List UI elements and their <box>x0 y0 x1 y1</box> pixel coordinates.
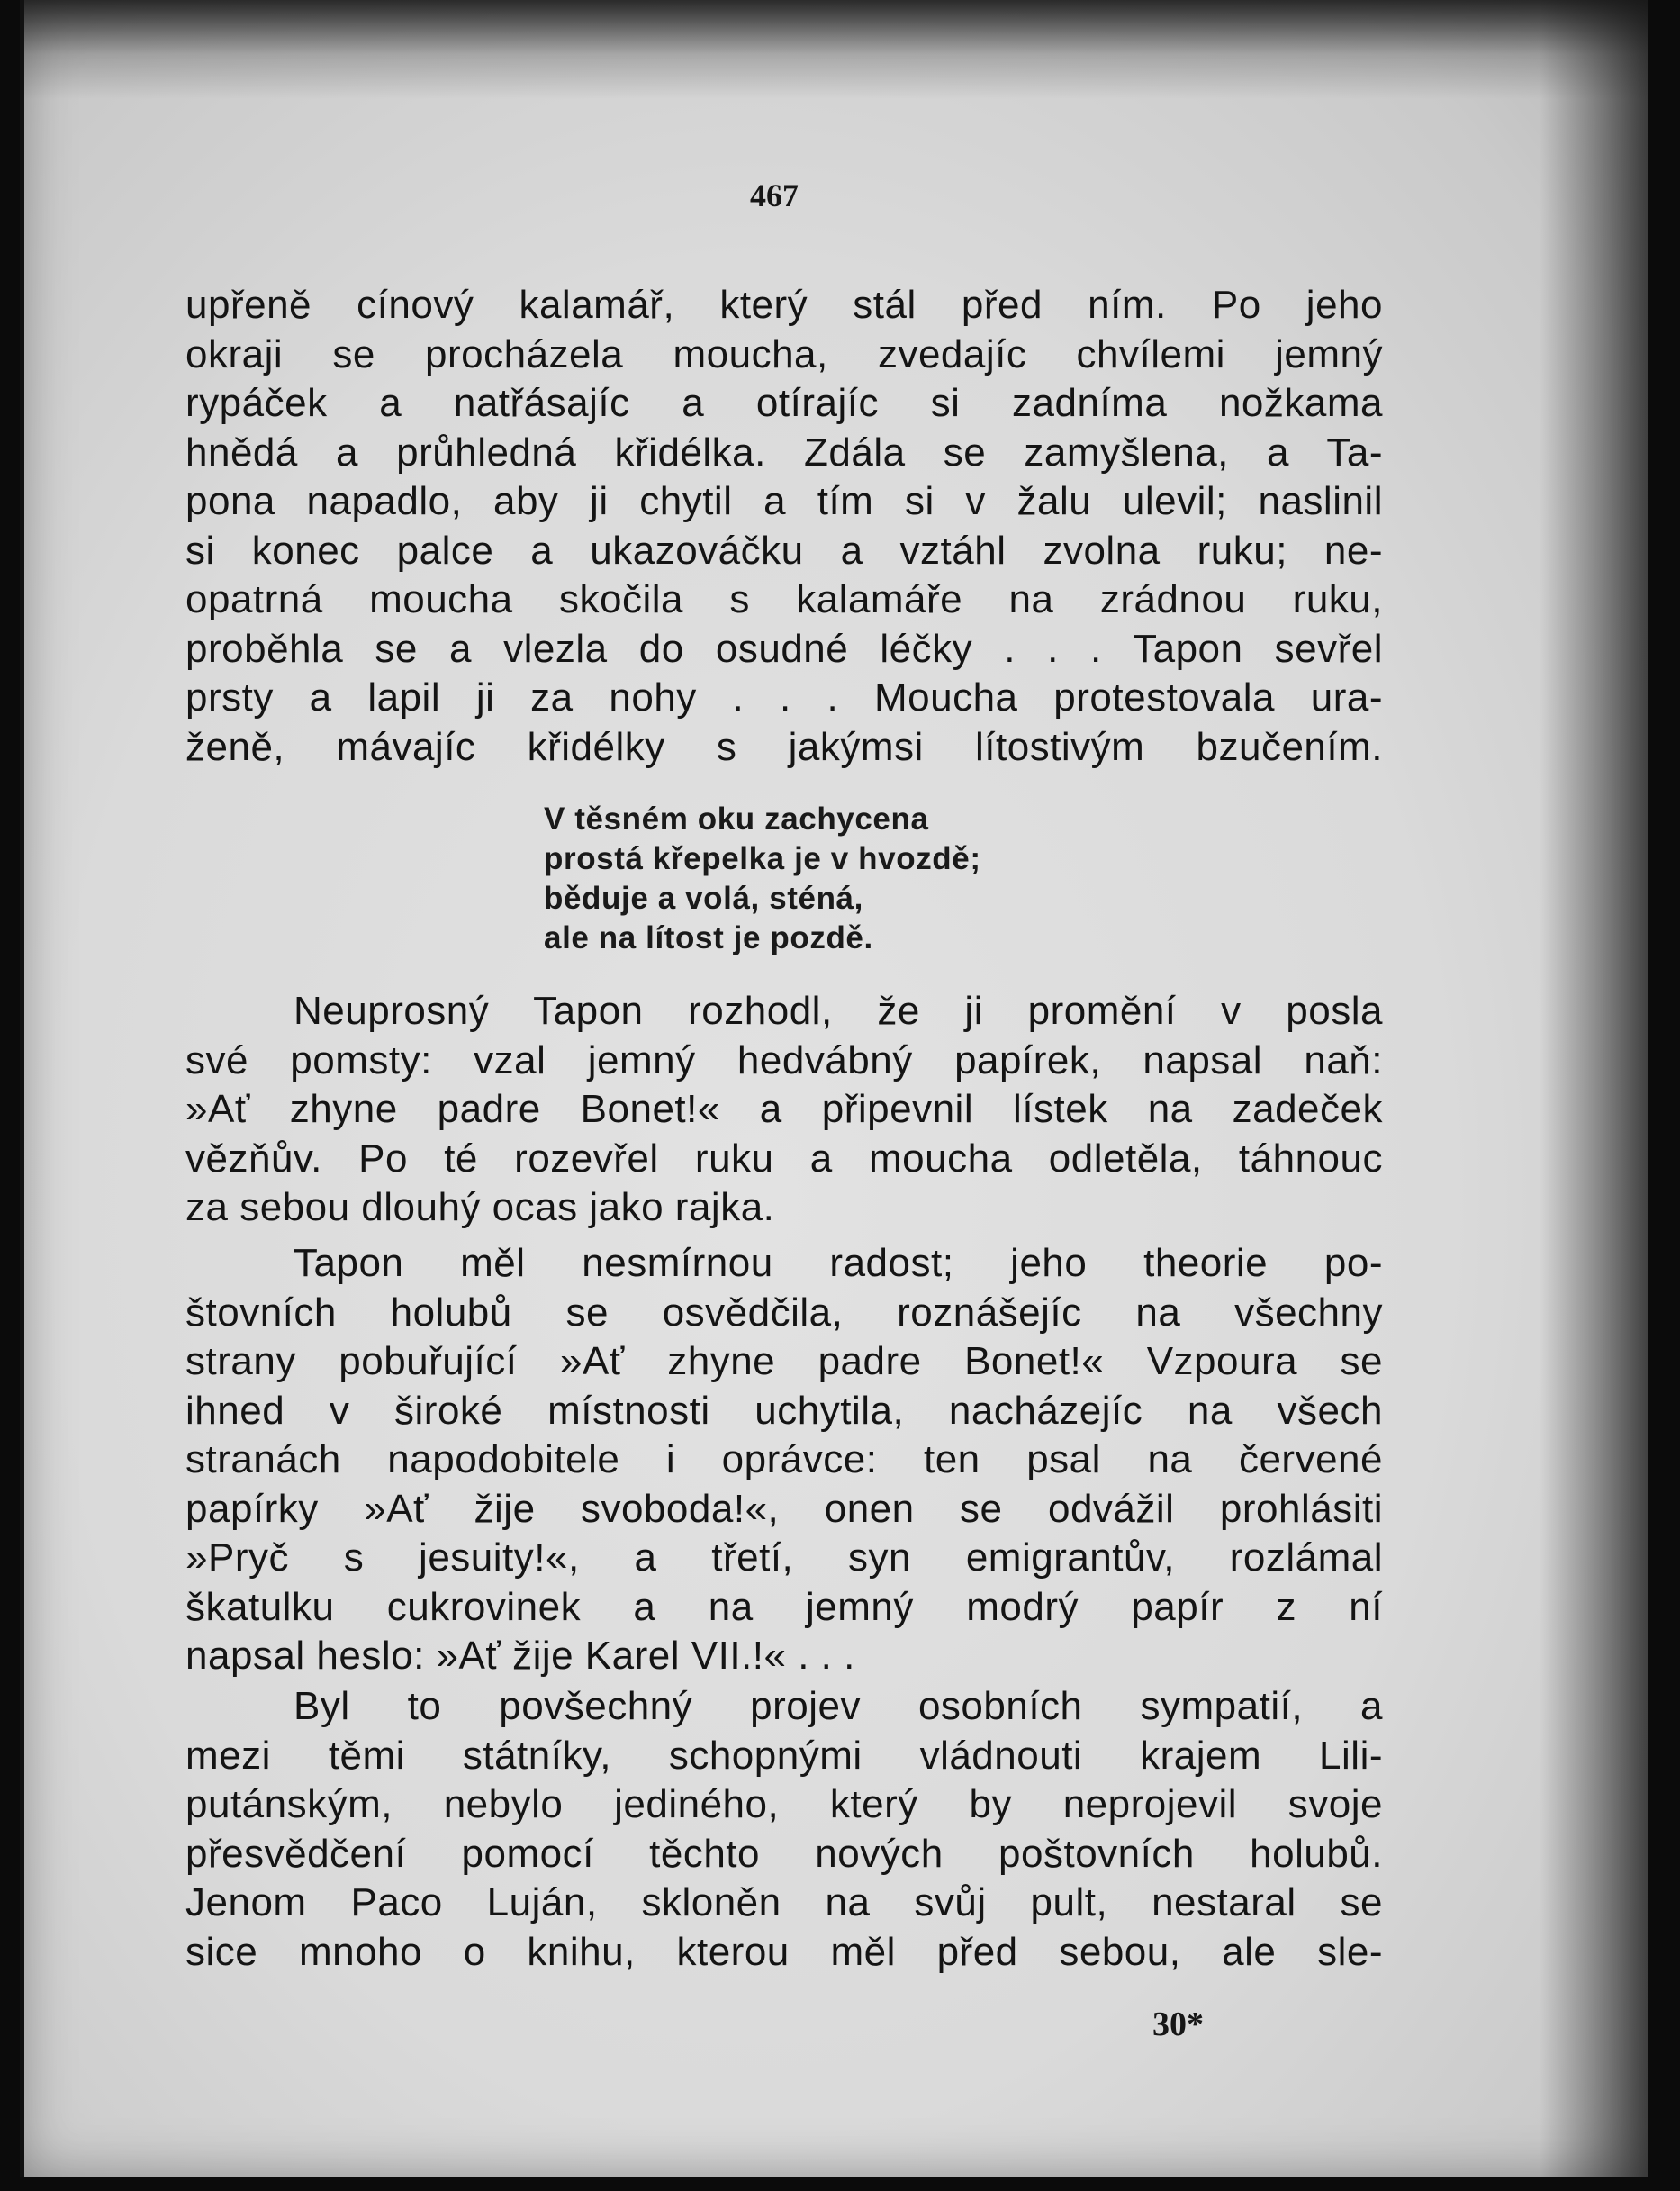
text-line: napsal heslo: »Ať žije Karel VII.!« . . . <box>185 1634 855 1678</box>
paragraph-2 <box>185 987 1383 1233</box>
printer-signature: 30* <box>1152 2005 1204 2043</box>
text-line: pona napadlo, aby ji chytil a tím si v žalu ulevil; naslinil <box>185 479 1383 523</box>
scan-shadow-right <box>1540 0 1648 2177</box>
text-line: Byl to povšechný projev osobních sympatií, a <box>294 1684 1383 1728</box>
text-line: ihned v široké místnosti uchytila, nacházejíc na všech <box>185 1388 1383 1433</box>
paragraph-4 <box>185 1682 1383 1977</box>
text-line: prsty a lapil ji za nohy . . . Moucha protestovala ura- <box>185 675 1383 720</box>
text-line: sice mnoho o knihu, kterou měl před sebou, ale sle- <box>185 1929 1383 1974</box>
text-line: Jenom Paco Luján, skloněn na svůj pult, nestaral se <box>185 1880 1383 1924</box>
text-line: Tapon měl nesmírnou radost; jeho theorie po- <box>294 1241 1383 1285</box>
text-line: Neuprosný Tapon rozhodl, že ji promění v posla <box>294 989 1383 1033</box>
paragraph-3 <box>185 1239 1383 1681</box>
text-line: štovních holubů se osvědčila, roznášejíc na všechny <box>185 1290 1383 1335</box>
paragraph-1 <box>185 281 1383 772</box>
text-line: strany pobuřující »Ať zhyne padre Bonet!« Vzpoura se <box>185 1339 1383 1383</box>
text-line: své pomsty: vzal jemný hedvábný papírek, napsal naň: <box>185 1037 1383 1082</box>
text-line: upřeně cínový kalamář, který stál před ním. Po jeho <box>185 283 1383 327</box>
text-line: vězňův. Po té rozevřel ruku a moucha odletěla, táhnouc <box>185 1136 1383 1181</box>
text-line: okraji se procházela moucha, zvedajíc chvílemi jemný <box>185 331 1383 376</box>
verse-line: běduje a volá, sténá, <box>544 881 863 916</box>
page-number: 467 <box>750 177 799 213</box>
text-line: ženě, mávajíc křidélky s jakýmsi lítostivým bzučením. <box>185 724 1383 769</box>
text-line: stranách napodobitele i oprávce: ten psal na červené <box>185 1437 1383 1481</box>
text-line: hnědá a průhledná křidélka. Zdála se zamyšlena, a Ta- <box>185 430 1383 475</box>
verse-line: ale na lítost je pozdě. <box>544 920 873 955</box>
binding-edge <box>20 0 24 2177</box>
text-line: opatrná moucha skočila s kalamáře na zrádnou ruku, <box>185 577 1383 621</box>
text-line: »Ať zhyne padre Bonet!« a připevnil lístek na zadeček <box>185 1087 1383 1131</box>
text-line: mezi těmi státníky, schopnými vládnouti krajem Lili- <box>185 1733 1383 1778</box>
text-line: za sebou dlouhý ocas jako rajka. <box>185 1185 775 1229</box>
scan-shadow-top <box>20 0 1648 99</box>
verse-quote <box>544 800 981 958</box>
text-line: si konec palce a ukazováčku a vztáhl zvolna ruku; ne- <box>185 528 1383 573</box>
verse-line: prostá křepelka je v hvozdě; <box>544 841 981 876</box>
text-line: proběhla se a vlezla do osudné léčky . . . Tapon sevřel <box>185 626 1383 671</box>
text-line: přesvědčení pomocí těchto nových poštovních holubů. <box>185 1831 1383 1876</box>
verse-line: V těsném oku zachycena <box>544 801 929 837</box>
text-line: »Pryč s jesuity!«, a třetí, syn emigrantův, rozlámal <box>185 1535 1383 1580</box>
text-line: škatulku cukrovinek a na jemný modrý papír z ní <box>185 1584 1383 1629</box>
text-line: putánským, nebylo jediného, který by neprojevil svoje <box>185 1782 1383 1826</box>
text-line: papírky »Ať žije svoboda!«, onen se odvážil prohlásiti <box>185 1486 1383 1531</box>
text-line: rypáček a natřásajíc a otírajíc si zadníma nožkama <box>185 381 1383 425</box>
